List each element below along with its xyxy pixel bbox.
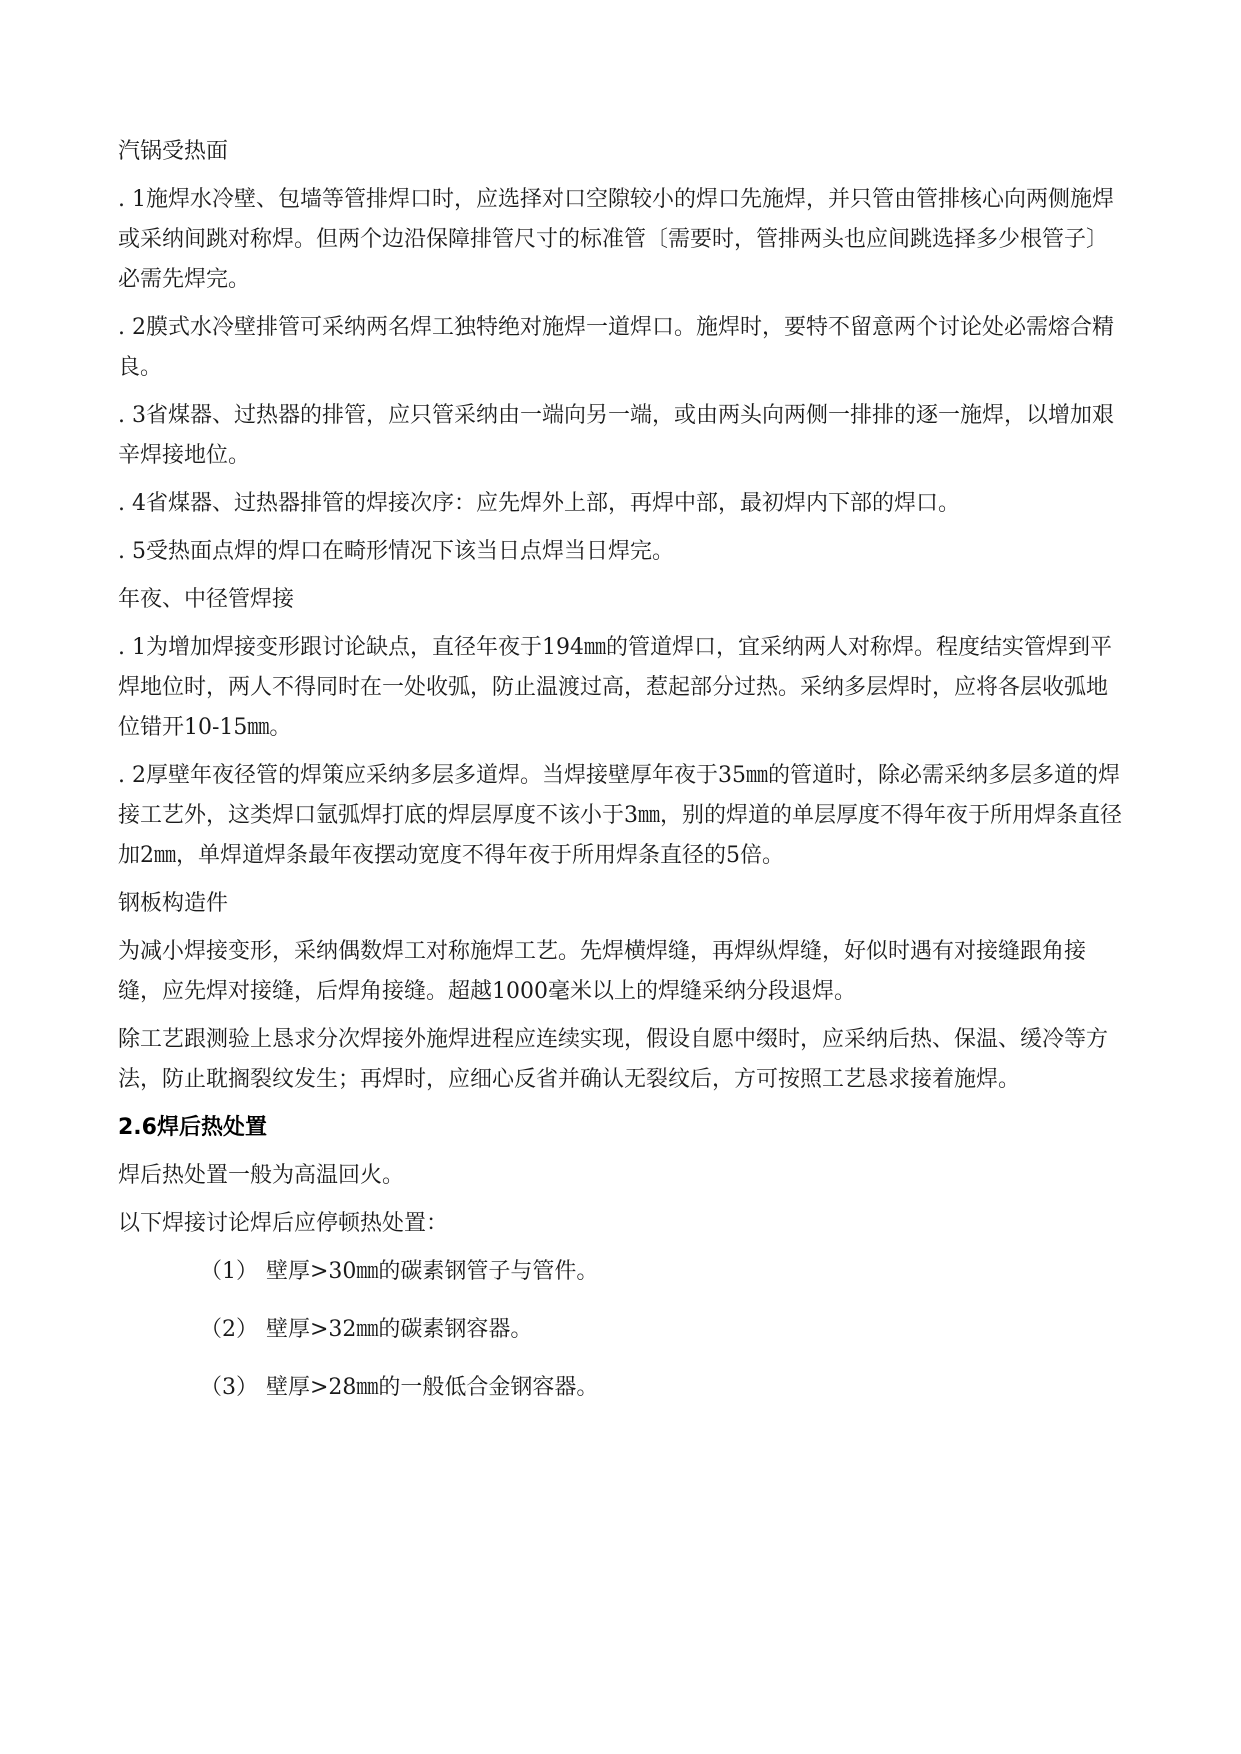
document-body xyxy=(118,132,1128,1426)
list-item-text: 壁厚>30㎜的碳素钢管子与管件。 xyxy=(266,1259,599,1284)
paragraph: . 2厚壁年夜径管的焊策应采纳多层多道焊。当焊接壁厚年夜于35㎜的管道时，除必需采纳多层多道的焊接工艺外，这类焊口氩弧焊打底的焊层厚度不该小于3㎜，别的焊道的单层厚度不得年夜于所用焊条直径加2㎜，单焊道焊条最年夜摆动宽度不得年夜于所用焊条直径的5倍。 xyxy=(118,763,1123,868)
paragraph: 为减小焊接变形，采纳偶数焊工对称施焊工艺。先焊横焊缝，再焊纵焊缝，好似时遇有对接缝跟角接缝，应先焊对接缝，后焊角接缝。超越1000毫米以上的焊缝采纳分段退焊。 xyxy=(118,939,1087,1004)
paragraph: 以下焊接讨论焊后应停顿热处置： xyxy=(118,1211,449,1236)
paragraph: . 2膜式水冷壁排管可采纳两名焊工独特绝对施焊一道焊口。施焊时，要特不留意两个讨论处必需熔合精良。 xyxy=(118,315,1114,380)
list-item-number: （1） xyxy=(200,1259,258,1284)
paragraph: . 5受热面点焊的焊口在畸形情况下该当日点焊当日焊完。 xyxy=(118,539,674,564)
list-item-number: （3） xyxy=(200,1375,258,1400)
section-title-steel-plate: 钢板构造件 xyxy=(118,891,229,916)
paragraph: 除工艺跟测验上恳求分次焊接外施焊进程应连续实现，假设自愿中缀时，应采纳后热、保温、缓冷等方法，防止耽搁裂纹发生；再焊时，应细心反省并确认无裂纹后，方可按照工艺恳求接着施焊。 xyxy=(118,1027,1109,1092)
list-item xyxy=(118,1368,1128,1408)
list-item-text: 壁厚>32㎜的碳素钢容器。 xyxy=(266,1317,533,1342)
list-item xyxy=(118,1252,1128,1292)
section-heading-post-weld-heat-treatment: 2.6焊后热处置 xyxy=(118,1115,267,1140)
list-item xyxy=(118,1310,1128,1350)
paragraph: . 4省煤器、过热器排管的焊接次序：应先焊外上部，再焊中部，最初焊内下部的焊口。 xyxy=(118,491,960,516)
paragraph: . 1施焊水冷壁、包墙等管排焊口时，应选择对口空隙较小的焊口先施焊，并只管由管排核心向两侧施焊或采纳间跳对称焊。但两个边沿保障排管尺寸的标准管〔需要时，管排两头也应间跳选择多少根管子〕必需先焊完。 xyxy=(118,187,1114,292)
list-item-number: （2） xyxy=(200,1317,258,1342)
list-item-text: 壁厚>28㎜的一般低合金钢容器。 xyxy=(266,1375,599,1400)
paragraph: . 3省煤器、过热器的排管，应只管采纳由一端向另一端，或由两头向两侧一排排的逐一施焊，以增加艰辛焊接地位。 xyxy=(118,403,1114,468)
paragraph: . 1为增加焊接变形跟讨论缺点，直径年夜于194㎜的管道焊口，宜采纳两人对称焊。程度结实管焊到平焊地位时，两人不得同时在一处收弧，防止温渡过高，惹起部分过热。采纳多层焊时，应将各层收弧地位错开10-15㎜。 xyxy=(118,635,1112,740)
section-title-boiler: 汽锅受热面 xyxy=(118,139,229,164)
paragraph: 焊后热处置一般为高温回火。 xyxy=(118,1163,405,1188)
section-title-pipes: 年夜、中径管焊接 xyxy=(118,587,295,612)
requirement-list xyxy=(118,1252,1128,1408)
